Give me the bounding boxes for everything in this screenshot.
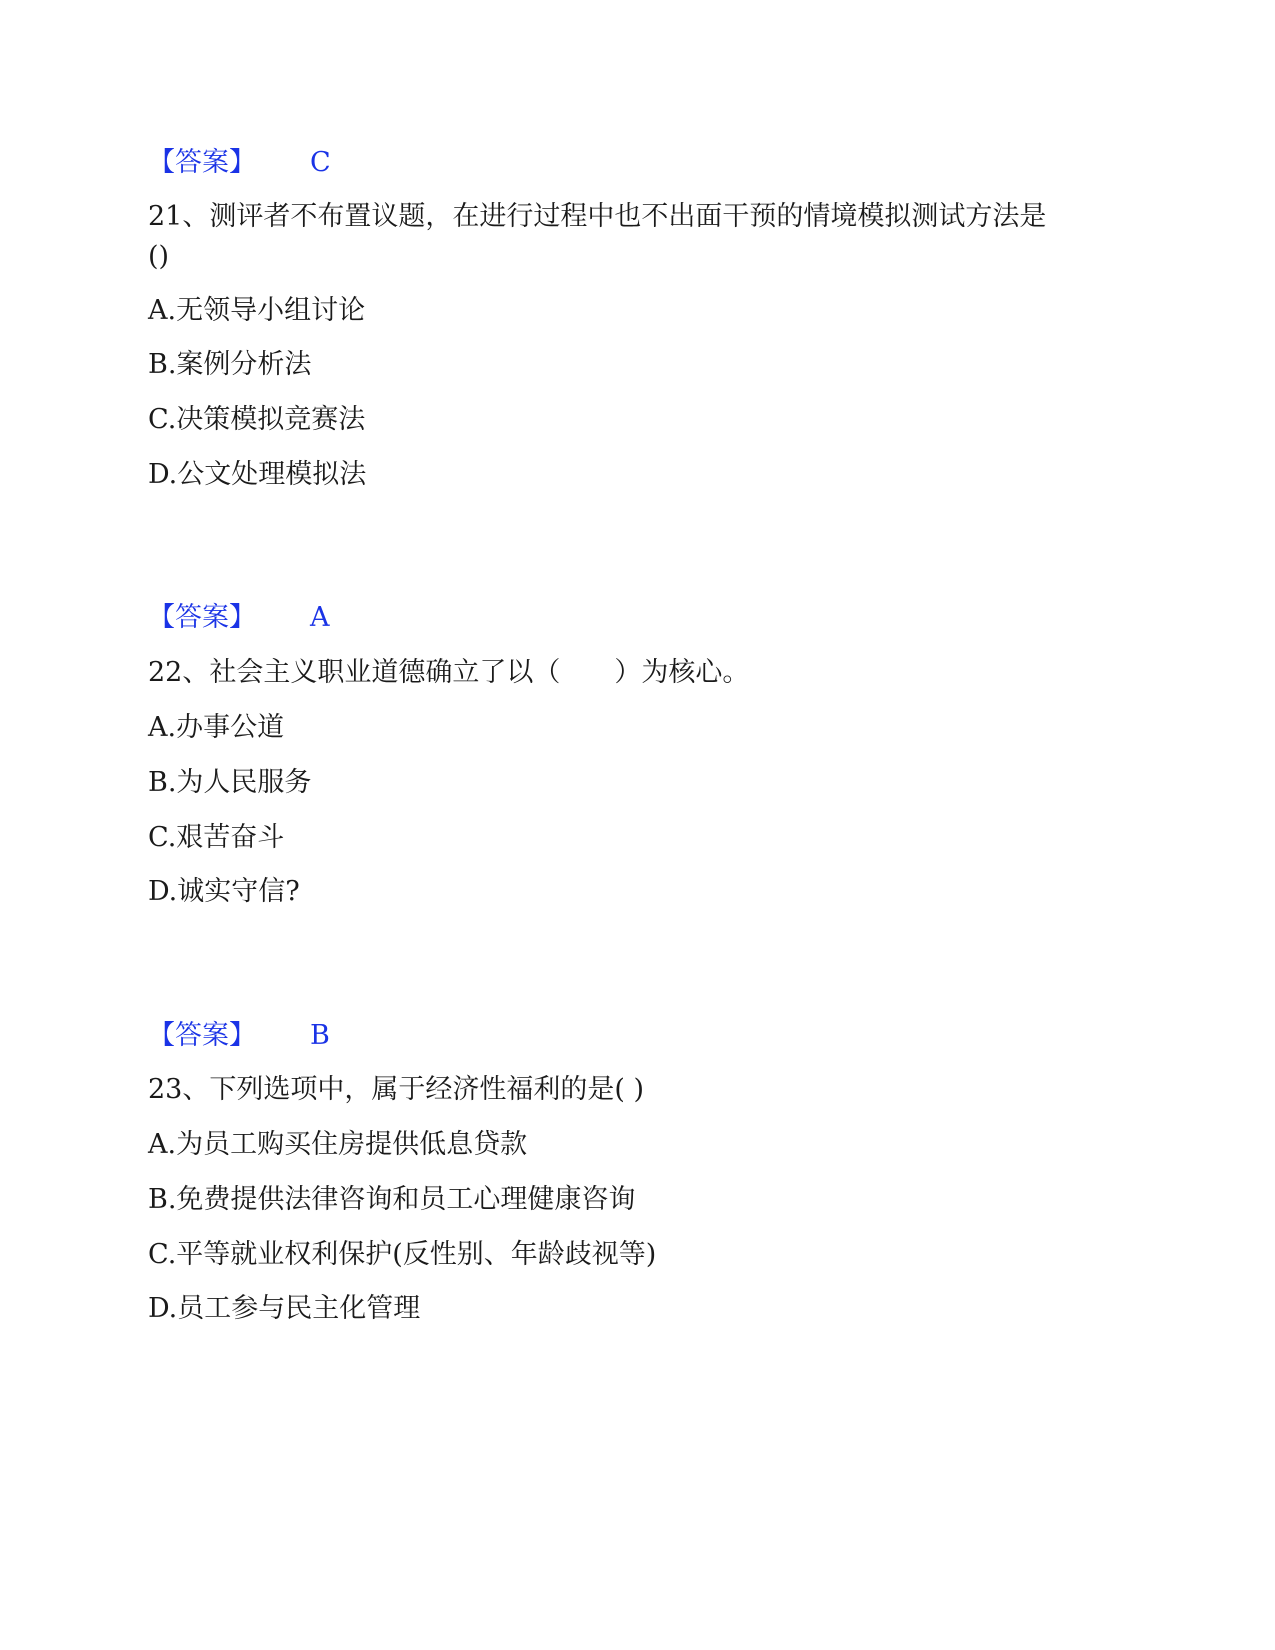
question-22-option-a: A.办事公道: [148, 712, 285, 743]
answer-value: C: [310, 147, 331, 178]
answer-value: B: [310, 1020, 330, 1051]
question-22-text: 22、社会主义职业道德确立了以（ ）为核心。: [148, 657, 750, 688]
answer-line-c: [148, 146, 331, 180]
answer-value: A: [310, 602, 330, 633]
question-21-option-a: A.无领导小组讨论: [148, 295, 366, 326]
answer-line-a: [148, 601, 330, 635]
question-21-blank: (): [148, 241, 170, 272]
question-21-option-d: D.公文处理模拟法: [148, 459, 367, 490]
question-21-text: 21、测评者不布置议题，在进行过程中也不出面干预的情境模拟测试方法是: [148, 201, 1047, 232]
question-23-option-a: A.为员工购买住房提供低息贷款: [148, 1129, 528, 1160]
answer-label: 【答案】: [148, 602, 256, 633]
question-22-option-d: D.诚实守信?: [148, 876, 300, 907]
answer-label: 【答案】: [148, 147, 256, 178]
question-21-option-b: B.案例分析法: [148, 349, 312, 380]
question-23-option-d: D.员工参与民主化管理: [148, 1293, 421, 1324]
question-21-option-c: C.决策模拟竞赛法: [148, 404, 366, 435]
question-23-option-c: C.平等就业权利保护(反性别、年龄歧视等): [148, 1239, 657, 1270]
question-22-option-c: C.艰苦奋斗: [148, 822, 285, 853]
question-23-text: 23、下列选项中，属于经济性福利的是( ): [148, 1074, 645, 1105]
answer-line-b: [148, 1019, 330, 1053]
question-23-option-b: B.免费提供法律咨询和员工心理健康咨询: [148, 1184, 636, 1215]
question-22-option-b: B.为人民服务: [148, 767, 312, 798]
answer-label: 【答案】: [148, 1020, 256, 1051]
